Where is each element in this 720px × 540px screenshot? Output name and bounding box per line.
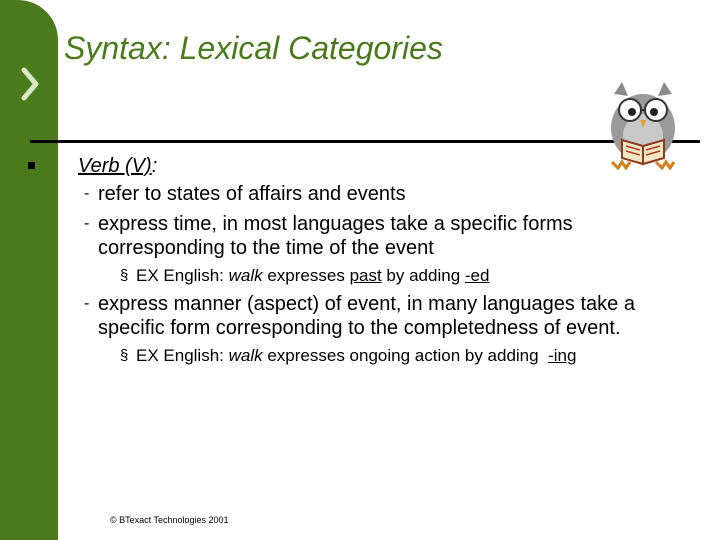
verb-heading-suffix: :: [151, 155, 158, 177]
example-past: EX English: walk expresses past by adding -ed: [136, 266, 490, 285]
point-manner-line2: specific form corresponding to the completedness of event.: [98, 317, 621, 339]
point-manner-line1: express manner (aspect) of event, in many languages take a: [98, 293, 635, 315]
dash-bullet: -: [84, 185, 90, 202]
verb-heading-label: Verb (V): [78, 155, 152, 177]
point-time-line2: corresponding to the time of the event: [98, 237, 434, 259]
copyright-footer: © BTexact Technologies 2001: [110, 515, 229, 525]
example-ongoing: EX English: walk expresses ongoing action by adding -ing: [136, 346, 577, 365]
bullet-square: [28, 162, 35, 169]
point-states: refer to states of affairs and events: [98, 183, 406, 205]
dash-bullet: -: [84, 215, 90, 232]
dash-bullet: -: [84, 295, 90, 312]
point-time-line1: express time, in most languages take a specific forms: [98, 213, 573, 235]
verb-heading: [78, 154, 157, 178]
section-bullet: §: [120, 267, 129, 284]
section-bullet: §: [120, 347, 129, 364]
slide-title: Syntax: Lexical Categories: [64, 30, 443, 66]
